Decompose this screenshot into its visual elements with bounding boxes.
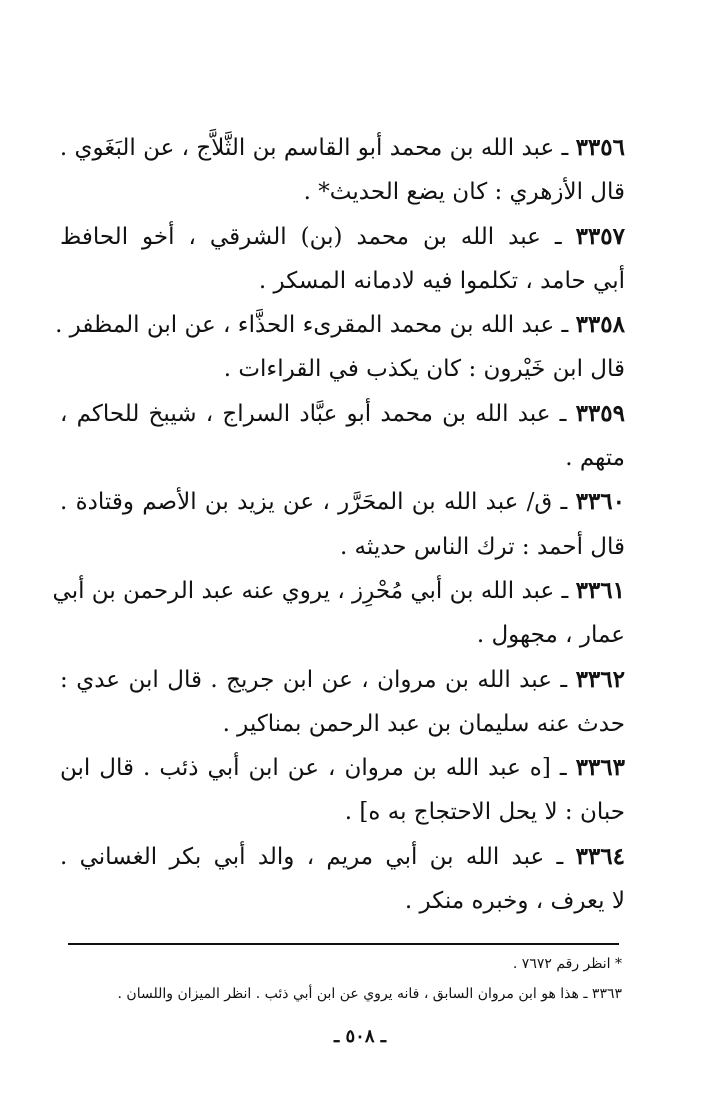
- entry-text: حبان : لا يحل الاحتجاج به ه] .: [344, 799, 625, 826]
- entry-continuation-line: [60, 170, 625, 214]
- page-number: ـ ٥٠٨ ـ: [333, 1026, 387, 1047]
- entry-text: ـ عبد الله بن محمد أبو عبَّاد السراج ، شيبخ للحاكم ،: [60, 400, 576, 427]
- entry-text: عمار ، مجهول .: [476, 622, 625, 649]
- entry-line: [60, 746, 625, 790]
- entry-number: ٣٣٥٦: [575, 134, 625, 161]
- entry-number: ٣٣٦١: [575, 576, 625, 604]
- entry-line: [60, 215, 625, 259]
- entry-line: [60, 658, 625, 702]
- entry-line: [55, 303, 625, 347]
- entry-text: قال الأزهري : كان يضع الحديث* .: [303, 179, 625, 206]
- entry-text: ـ عبد الله بن محمد (بن) الشرقي ، أخو الحافظ: [60, 223, 576, 250]
- entry-text: متهم .: [565, 445, 625, 472]
- entry-continuation-line: [60, 702, 625, 746]
- entry-continuation-line: [60, 525, 625, 569]
- entry-continuation-line: [60, 347, 625, 391]
- entry-number: ٣٣٦٤: [575, 842, 625, 870]
- entry-text: ـ عبد الله بن أبي مُحْرِز ، يروي عنه عبد الرحمن بن أبي: [52, 577, 576, 604]
- entries-text: [52, 126, 625, 923]
- footnote-1: * انظر رقم ٧٦٧٢ .: [512, 956, 622, 972]
- entry-number: ٣٣٥٨: [575, 311, 625, 339]
- entry-continuation-line: [60, 879, 625, 923]
- entry-text: قال أحمد : ترك الناس حديثه .: [339, 533, 625, 560]
- entry-text: ـ عبد الله بن أبي مريم ، والد أبي بكر الغساني .: [60, 843, 576, 870]
- entry-continuation-line: [60, 613, 625, 657]
- entry-text: ـ عبد الله بن محمد أبو القاسم بن الثَّلاَّج ، عن البَغَوي .: [59, 135, 576, 161]
- entry-number: ٣٣٥٩: [575, 399, 625, 427]
- entry-number: ٣٣٦٣: [575, 754, 625, 782]
- entry-continuation-line: [60, 259, 625, 303]
- entry-line: [52, 569, 625, 613]
- entry-line: [60, 392, 625, 436]
- entry-text: ـ عبد الله بن محمد المقرىء الحذَّاء ، عن ابن المظفر .: [55, 312, 576, 339]
- entry-text: ـ عبد الله بن مروان ، عن ابن جريج . قال ابن عدي :: [60, 666, 576, 693]
- entry-line: [60, 126, 625, 170]
- entry-text: قال ابن خَيْرون : كان يكذب في القراءات .: [223, 356, 625, 383]
- entry-continuation-line: [60, 790, 625, 834]
- entry-number: ٣٣٥٧: [575, 222, 625, 250]
- footnote-2: ٣٣٦٣ ـ هذا هو ابن مروان السابق ، فانه يروي عن ابن أبي ذئب . انظر الميزان واللسان .: [117, 986, 622, 1002]
- entry-line: [60, 835, 625, 879]
- entry-number: ٣٣٦٢: [575, 665, 625, 693]
- entry-text: لا يعرف ، وخبره منكر .: [404, 888, 625, 915]
- entry-number: ٣٣٦٠: [575, 488, 625, 516]
- entry-text: ـ [ه عبد الله بن مروان ، عن ابن أبي ذئب . قال ابن: [60, 755, 576, 782]
- entry-text: أبي حامد ، تكلموا فيه لادمانه المسكر .: [258, 267, 625, 294]
- entry-text: حدث عنه سليمان بن عبد الرحمن بمناكير .: [222, 710, 625, 737]
- entry-line: [60, 480, 625, 524]
- entry-text: ـ ق/ عبد الله بن المحَرَّر ، عن يزيد بن الأصم وقتادة .: [60, 489, 576, 516]
- entry-continuation-line: [60, 436, 625, 480]
- footnote-separator: [68, 943, 619, 945]
